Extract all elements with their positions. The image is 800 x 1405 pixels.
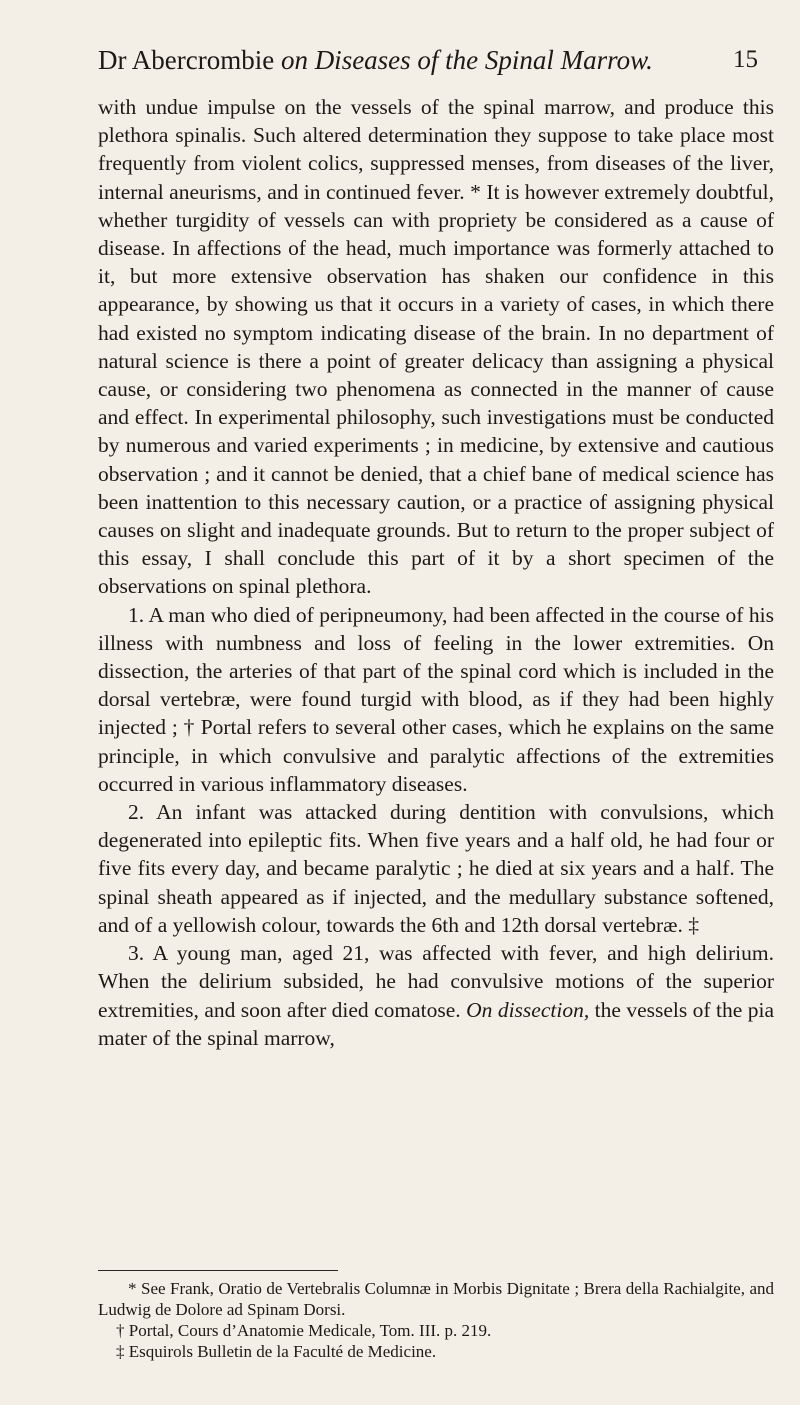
running-header: [98, 44, 758, 76]
case-1-paragraph: 1. A man who died of peripneumony, had been affected in the course of his illness with numbness and loss of feeling in the lower extremities. On dissection, the arteries of that part of the spinal cord which is included in the dorsal vertebræ, were found turgid with blood, as if they had been highly injected ; † Portal refers to several other cases, which he explains on the same principle, in which convulsive and paralytic affections of the extremities occurred in various inflammatory diseases.: [98, 602, 774, 796]
case-3-text-end: the vessels of the pia mater of the spinal marrow,: [98, 997, 774, 1050]
case-3-text-start: 3. A young man, aged 21, was affected with fever, and high delirium. When the delirium subsided, he had convulsive motions of the superior extremities, and soon after died comatose.: [98, 941, 774, 1022]
footnote-divider: [98, 1270, 338, 1271]
running-title: [98, 44, 653, 76]
case-3-paragraph: [98, 939, 774, 1052]
page-number: 15: [733, 46, 758, 73]
running-title-author: Dr Abercrombie: [98, 45, 281, 75]
footnote-dagger: † Portal, Cours d’Anatomie Medicale, Tom. III. p. 219.: [116, 1321, 492, 1340]
running-title-subject: on Diseases of the Spinal Marrow.: [280, 45, 653, 75]
footnote-double-dagger: ‡ Esquirols Bulletin de la Faculté de Medicine.: [116, 1342, 437, 1361]
case-3-emphasis: On dissection,: [466, 997, 590, 1022]
footnotes: [98, 1278, 774, 1362]
paragraph-continuation: with undue impulse on the vessels of the spinal marrow, and produce this plethora spinalis. Such altered determination they suppose to take place most frequently from violent colics, suppressed menses, from diseases of the liver, internal aneurisms, and in continued fever. * It is however extremely doubtful, whether turgidity of vessels can with propriety be considered as a cause of disease. In affections of the head, much importance was formerly attached to it, but more extensive observation has shaken our confidence in this appearance, by showing us that it occurs in a variety of cases, in which there had existed no symptom indicating disease of the brain. In no department of natural science is there a point of greater delicacy than assigning a physical cause, or considering two phenomena as connected in the manner of cause and effect. In experimental philosophy, such investigations must be conducted by numerous and varied experiments ; in medicine, by extensive and cautious observation ; and it cannot be denied, that a chief bane of medical science has been inattention to this necessary caution, or a practice of assigning physical causes on slight and inadequate grounds. But to return to the proper subject of this essay, I shall conclude this part of it by a short specimen of the observations on spinal plethora.: [98, 95, 774, 599]
footnote-asterisk: * See Frank, Oratio de Vertebralis Columnæ in Morbis Dignitate ; Brera della Rachialgite, and Ludwig de Dolore ad Spinam Dorsi.: [98, 1279, 774, 1319]
body-text: [98, 93, 774, 1052]
case-2-paragraph: 2. An infant was attacked during dentition with convulsions, which degenerated into epileptic fits. When five years and a half old, he had four or five fits every day, and became paralytic ; he died at six years and a half. The spinal sheath appeared as if injected, and the medullary substance softened, and of a yellowish colour, towards the 6th and 12th dorsal vertebræ. ‡: [98, 800, 774, 937]
